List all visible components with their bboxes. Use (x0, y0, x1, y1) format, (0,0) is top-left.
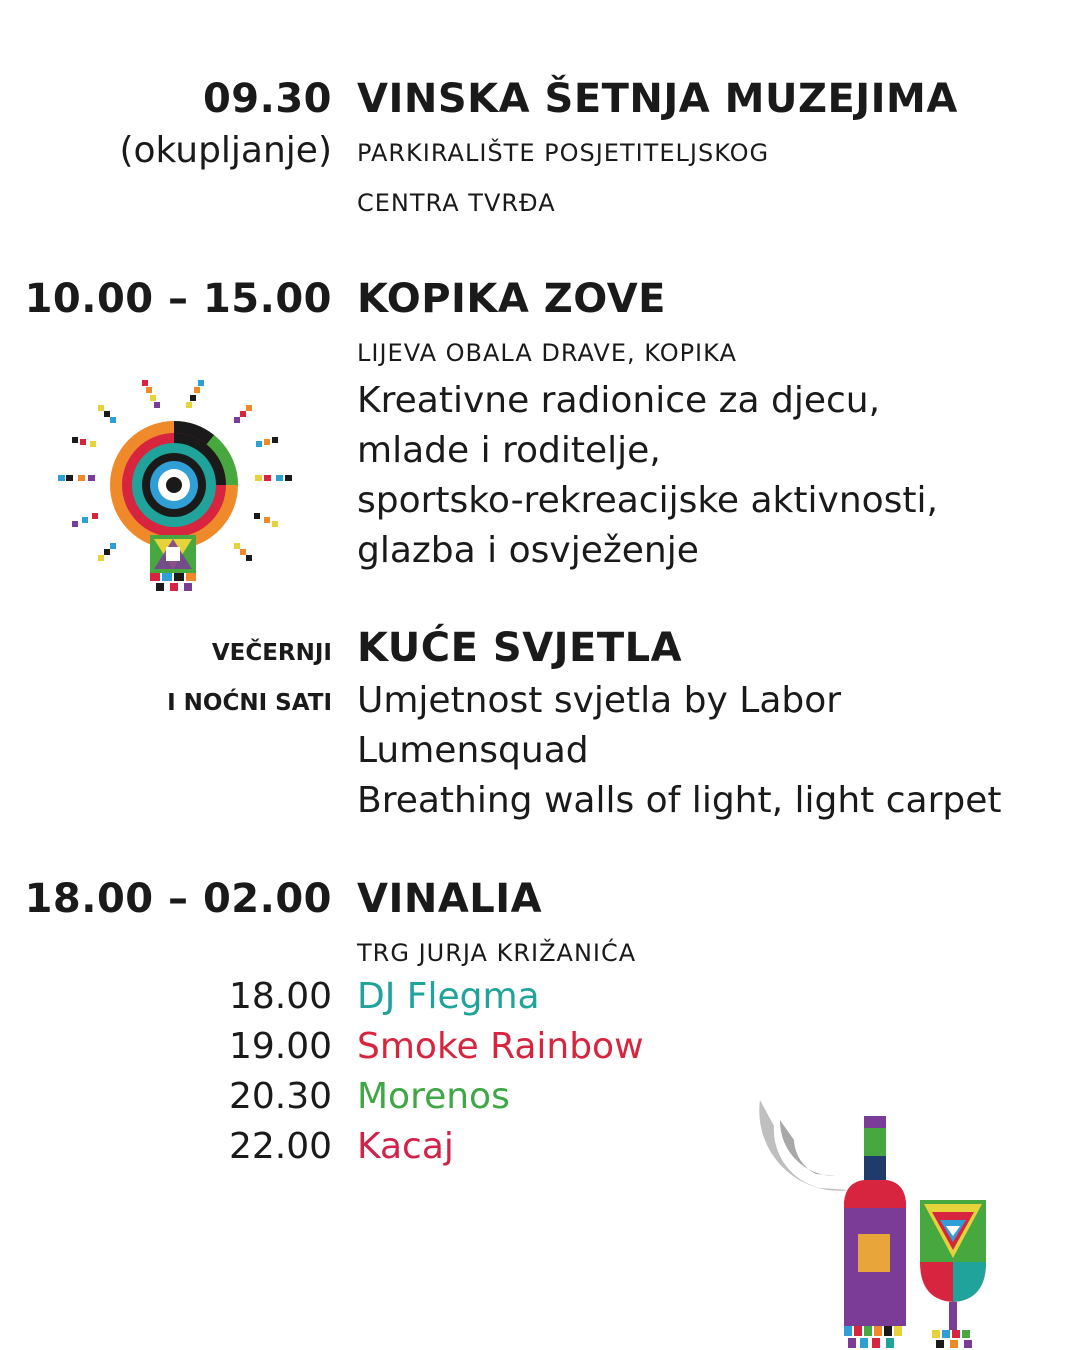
performance-name: DJ Flegma (357, 976, 540, 1017)
event-description-line: sportsko-rekreacijske aktivnosti, (357, 480, 938, 521)
event-venue: TRG JURJA KRIŽANIĆA (357, 939, 637, 967)
event-venue: PARKIRALIŠTE POSJETITELJSKOG (357, 139, 770, 167)
event-venue: LIJEVA OBALA DRAVE, KOPIKA (357, 339, 737, 367)
event-description-line: Breathing walls of light, light carpet (357, 780, 1002, 821)
performance-name: Morenos (357, 1076, 510, 1117)
event-title: KUĆE SVJETLA (357, 625, 683, 671)
event-time-line: VEČERNJI (211, 640, 332, 666)
event-time: 10.00 – 15.00 (24, 276, 332, 322)
performance-name: Smoke Rainbow (357, 1026, 644, 1067)
performance-time: 22.00 (228, 1126, 332, 1167)
event-description-line: Kreativne radionice za djecu, (357, 380, 881, 421)
event-description-line: glazba i osvježenje (357, 530, 699, 571)
performance-time: 20.30 (228, 1076, 332, 1117)
event-description-line: Umjetnost svjetla by Labor (357, 680, 842, 721)
event-description-line: Lumensquad (357, 730, 589, 771)
event-time: 09.30 (202, 76, 332, 122)
performance-time: 19.00 (228, 1026, 332, 1067)
performance-name: Kacaj (357, 1126, 454, 1167)
wine-bottle-glass-icon (750, 1090, 1000, 1350)
event-venue: CENTRA TVRĐA (357, 189, 556, 217)
event-title: KOPIKA ZOVE (357, 276, 666, 322)
event-time-line: I NOĆNI SATI (167, 690, 332, 716)
event-description-line: mlade i roditelje, (357, 430, 661, 471)
event-time-note: (okupljanje) (119, 130, 332, 171)
event-title: VINSKA ŠETNJA MUZEJIMA (357, 76, 958, 122)
event-title: VINALIA (357, 876, 543, 922)
performance-time: 18.00 (228, 976, 332, 1017)
lightbulb-icon (50, 375, 300, 595)
event-time: 18.00 – 02.00 (24, 876, 332, 922)
